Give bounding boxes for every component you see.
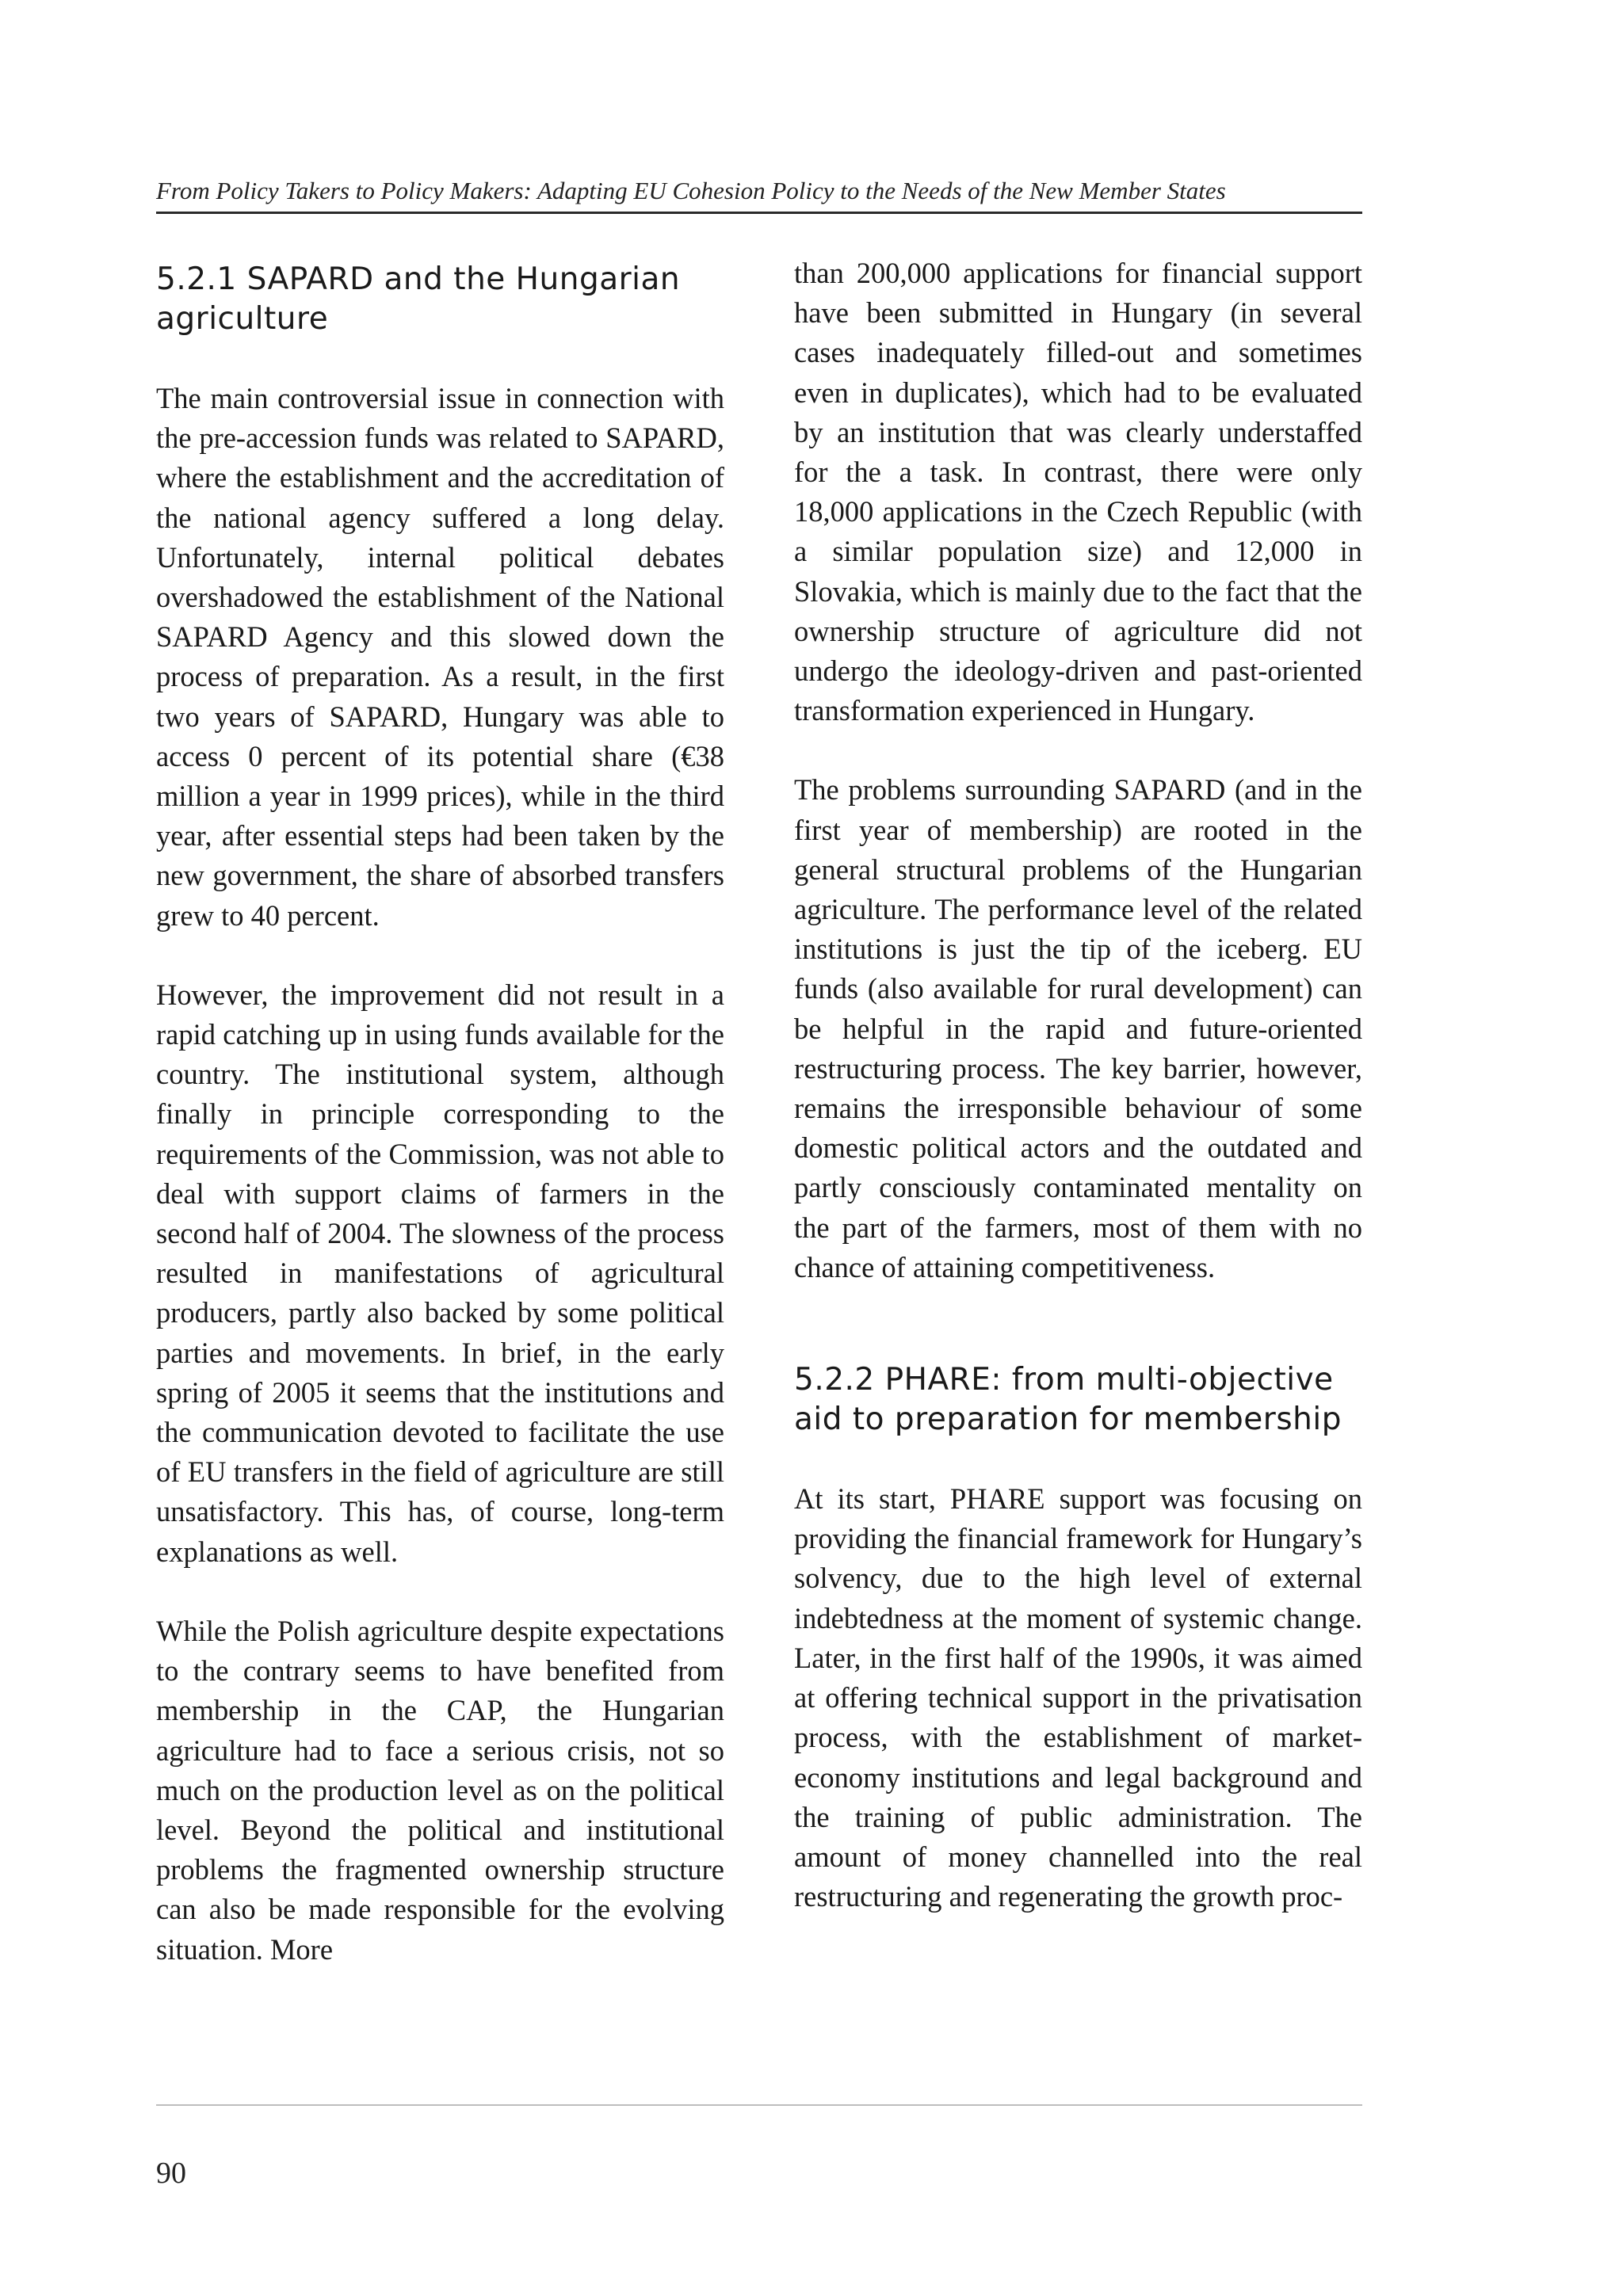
page-number: 90 — [156, 2157, 186, 2190]
paragraph: The problems surrounding SAPARD (and in the first year of membership) are rooted in the general structural problems of the Hungarian agriculture. The performance level of the related institutions is just the tip of the iceberg. EU funds (also available for rural development) can be helpful in the rapid and future-oriented restructuring process. The key barrier, however, remains the irresponsible behaviour of some domestic political actors and the outdated and partly consciously contaminated mentality on the part of the farmers, most of them with no chance of attaining competitiveness. — [794, 773, 1362, 1283]
paragraph: than 200,000 applications for financial support have been submitted in Hungary (in several cases inadequately filled-out and sometimes even in duplicates), which had to be evaluated by an institution that was clearly understaffed for the a task. In contrast, there were only 18,000 applications in the Czech Republic (with a similar population size) and 12,000 in Slovakia, which is mainly due to the fact that the ownership structure of agriculture did not undergo the ideology-driven and past-oriented transformation experienced in Hungary. — [794, 257, 1362, 727]
header-rule — [156, 212, 1362, 214]
paragraph: While the Polish agriculture despite expectations to the contrary seems to have benefited from membership in the CAP, the Hungarian agriculture had to face a serious crisis, not so much on the production level as on the political level. Beyond the political and institutional problems the fragmented ownership structure can also be made responsible for the evolving situation. More — [156, 1614, 724, 1966]
paragraph: The main controversial issue in connection with the pre-accession funds was related to SAPARD, where the establishment and the accreditation of the national agency suffered a long delay. Unfortunately, internal political debates overshadowed the establishment of the National SAPARD Agency and this slowed down the process of preparation. As a result, in the first two years of SAPARD, Hungary was able to access 0 percent of its potential share (€38 million a year in 1999 prices), while in the third year, after essential steps had been taken by the new government, the share of absorbed transfers grew to 40 percent. — [156, 382, 724, 932]
section-heading-5-2-2: 5.2.2 PHARE: from multi-objective aid to preparation for membership — [794, 1362, 1342, 1438]
footer-rule — [156, 2104, 1362, 2106]
left-column — [156, 254, 724, 1970]
section-heading-5-2-1: 5.2.1 SAPARD and the Hungarian agriculture — [156, 261, 681, 337]
running-header: From Policy Takers to Policy Makers: Adapting EU Cohesion Policy to the Needs of the New Member States — [156, 177, 1226, 204]
right-column — [794, 254, 1362, 1917]
paragraph: However, the improvement did not result in a rapid catching up in using funds available for the country. The institutional system, although finally in principle corresponding to the requirements of the Commission, was not able to deal with support claims of farmers in the second half of 2004. The slowness of the process resulted in manifestations of agricultural producers, partly also backed by some political parties and movements. In brief, in the early spring of 2005 it seems that the institutions and the communication devoted to facilitate the use of EU transfers in the field of agriculture are still unsatisfactory. This has, of course, long-term explanations as well. — [156, 978, 724, 1568]
paragraph: At its start, PHARE support was focusing on providing the financial framework for Hungary’s solvency, due to the high level of external indebtedness at the moment of systemic change. Later, in the first half of the 1990s, it was aimed at offering technical support in the privatisation process, with the establishment of market-economy institutions and legal background and the training of public administration. The amount of money channelled into the real restructuring and regenerating the growth proc- — [794, 1482, 1362, 1913]
